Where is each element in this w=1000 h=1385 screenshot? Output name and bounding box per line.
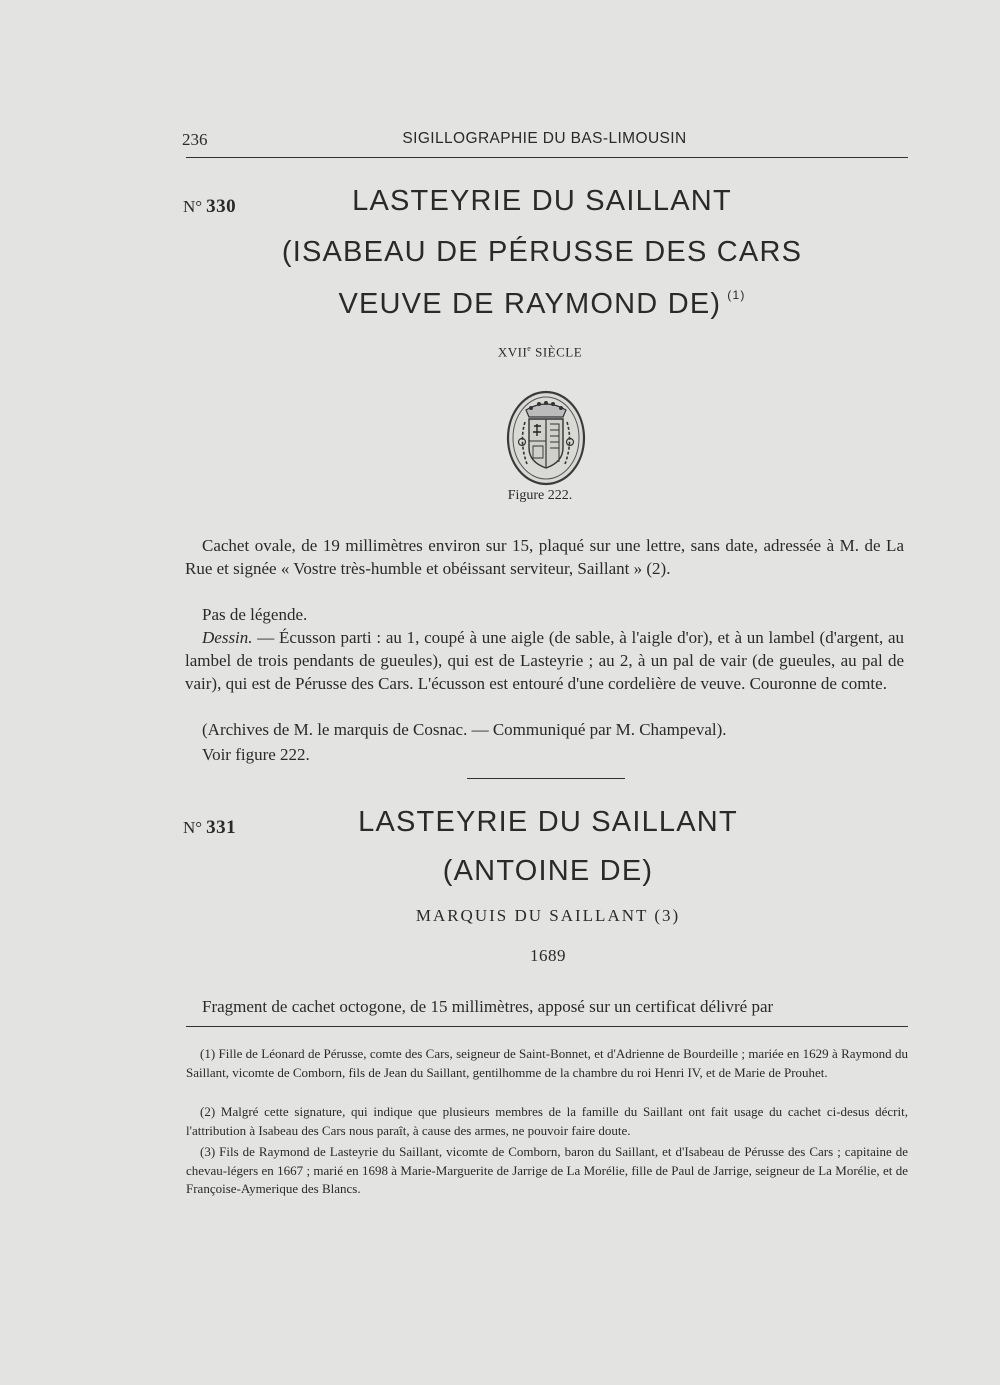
footnote-ref-1: (1) [727,288,746,302]
entry-number: 331 [206,817,237,838]
running-title: SIGILLOGRAPHIE DU BAS-LIMOUSIN [402,130,687,147]
dessin-label: Dessin. [202,628,253,647]
entry-331-title-line-2: (ANTOINE DE) [442,855,654,887]
paragraph-archives: (Archives de M. le marquis de Cosnac. — Communiqué par M. Champeval). [202,720,727,739]
footnote-rule [186,1026,908,1027]
figure-caption: Figure 222. [507,488,573,503]
entry-330-title-line-1: LASTEYRIE DU SAILLANT [352,185,732,217]
title-text: VEUVE DE RAYMOND DE) [338,288,722,320]
paragraph-dessin [185,626,904,695]
entry-330-title-line-3 [182,288,902,321]
entry-331-year: 1689 [530,946,566,965]
century-sup: e [527,344,532,353]
century-line [180,344,900,360]
entry-330-title-line-2: (ISABEAU DE PÉRUSSE DES CARS [281,236,803,268]
century-word: SIÈCLE [531,344,583,360]
section-divider [467,778,625,779]
running-head [182,130,907,160]
footnote-2: (2) Malgré cette signature, qui indique que plusieurs membres de la famille du Saillant ont fait usage du cachet ci-desus décrit, l'attribution à Isabeau des Cars nous paraît, à cause des armes, ne pouvoir faire doute. [186,1104,908,1138]
page-number: 236 [182,130,208,149]
header-rule [186,157,908,158]
paragraph-legende: Pas de légende. [202,605,308,624]
dessin-text: — Écusson parti : au 1, coupé à une aigle (de sable, à l'aigle d'or), et à un lambel (d'argent, au lambel de trois pendants de gueules), qui est de Lasteyrie ; au 2, à un pal de vair (de gueules, au pal de vair), qui est de Pérusse des Cars. L'écusson est entouré d'une cordelière de veuve. Couronne de comte. [185,628,904,693]
entry-331-subtitle: MARQUIS DU SAILLANT (3) [415,906,681,925]
entry-prefix: N° [183,197,203,216]
seal-figure-icon [505,386,587,486]
paragraph-cachet: Cachet ovale, de 19 millimètres environ sur 15, plaqué sur une lettre, sans date, adressée à M. de La Rue et signée « Vostre très-humble et obéissant serviteur, Saillant » (2). [185,536,904,578]
paragraph-fragment: Fragment de cachet octogone, de 15 millimètres, apposé sur un certificat délivré par [202,997,774,1016]
entry-number: 330 [206,196,237,217]
century-roman: XVII [497,344,528,360]
paragraph-voir: Voir figure 222. [202,745,310,764]
entry-331-title-line-1: LASTEYRIE DU SAILLANT [358,806,738,838]
footnote-1: (1) Fille de Léonard de Pérusse, comte des Cars, seigneur de Saint-Bonnet, et d'Adrienne de Bourdeille ; mariée en 1629 à Raymond du Saillant, vicomte de Comborn, fils de Jean du Saillant, gentilhomme de la chambre du roi Henri IV, et de Marie de Prouhet. [186,1046,908,1080]
entry-prefix: N° [183,818,203,837]
footnote-3: (3) Fils de Raymond de Lasteyrie du Saillant, vicomte de Comborn, baron du Saillant, et d'Isabeau de Pérusse des Cars ; capitaine de chevau-légers en 1667 ; marié en 1698 à Marie-Marguerite de Jarrige de La Morélie, fille de Paul de Jarrige, seigneur de La Morélie, et de Françoise-Aymerique des Blancs. [186,1144,908,1196]
